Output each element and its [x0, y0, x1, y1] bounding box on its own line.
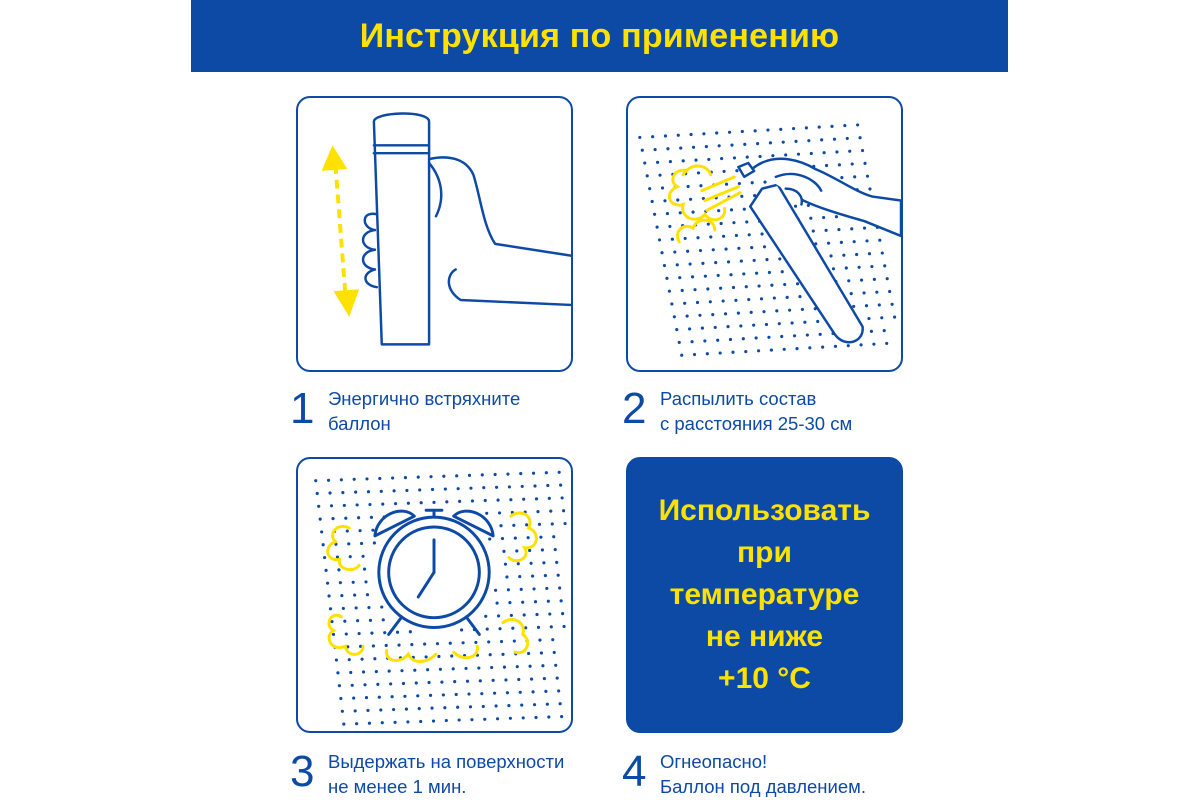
step-number: 3 [290, 747, 315, 796]
step-4-caption [622, 747, 866, 799]
warning-line: при [737, 536, 792, 569]
step-text-line: баллон [328, 413, 391, 434]
step-text [328, 749, 564, 799]
shake-arrow-icon [322, 145, 359, 316]
hand-holding-can-icon [363, 114, 571, 345]
spray-illustration [628, 98, 901, 370]
step-1-caption [290, 384, 521, 436]
step-2-illustration [626, 96, 903, 372]
header-banner [191, 0, 1008, 72]
step-text-line: Выдержать на поверхности [328, 751, 565, 772]
step-text-line: Огнеопасно! [660, 751, 768, 772]
step-text-line: Баллон под давлением. [660, 776, 866, 797]
step-text [660, 749, 866, 799]
step-number: 4 [622, 747, 647, 796]
step-text [660, 386, 852, 436]
step-text [328, 386, 520, 436]
step-1-illustration [296, 96, 573, 372]
spray-can-icon [738, 159, 901, 343]
warning-line: температуре [669, 578, 860, 611]
shake-illustration [298, 98, 571, 370]
temperature-warning-panel [626, 457, 903, 733]
step-2-caption [622, 384, 853, 436]
warning-line: не ниже [705, 620, 824, 653]
step-number: 2 [622, 384, 647, 433]
alarm-clock-icon [375, 510, 493, 634]
warning-line: +10 °C [718, 662, 811, 695]
step-3-illustration [296, 457, 573, 733]
step-text-line: Распылить состав [660, 388, 817, 409]
step-text-line: Энергично встряхните [328, 388, 521, 409]
wait-illustration [298, 459, 571, 731]
page-title: Инструкция по применению [359, 16, 840, 55]
step-3-caption [290, 747, 565, 799]
step-number: 1 [290, 384, 315, 433]
step-text-line: не менее 1 мин. [328, 776, 467, 797]
step-text-line: с расстояния 25-30 см [660, 413, 853, 434]
temperature-warning-text [659, 490, 871, 700]
spray-mist-icon [669, 166, 740, 242]
warning-line: Использовать [658, 494, 871, 527]
